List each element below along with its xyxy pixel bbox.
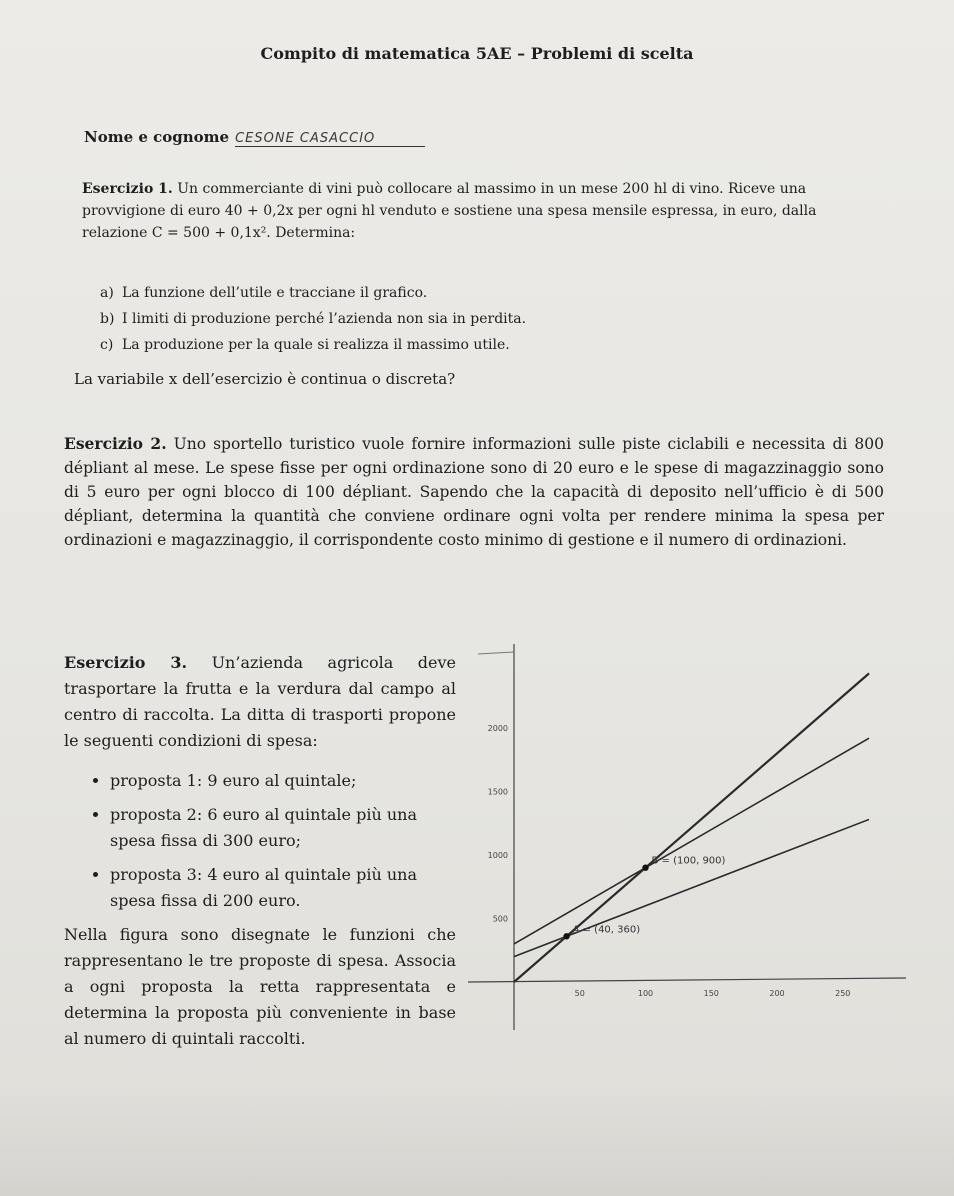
exercise-3-proposals (64, 768, 456, 914)
y-tick-label: 500 (492, 914, 508, 924)
point-marker (642, 865, 648, 871)
list-item: b) I limiti di produzione perché l’azienda non sia in perdita. (100, 311, 527, 327)
x-tick-label: 250 (835, 989, 851, 998)
exercise-1-text (82, 178, 872, 244)
exercise-2-text (64, 432, 884, 552)
name-field-row (84, 128, 425, 147)
exercise-1-body: Un commerciante di vini può collocare al massimo in un mese 200 hl di vino. Riceve una provvigione di euro 40 + 0,2x per ogni hl venduto e sostiene una spesa mensile espressa, in euro, dalla relazione C = 500 + 0,1x². Determina: (82, 181, 817, 241)
x-axis (468, 978, 906, 982)
y-tick-label: 1500 (487, 787, 508, 797)
exercise-1-label: Esercizio 1. (82, 181, 173, 197)
exercise-3-text (64, 650, 456, 1052)
list-item: • proposta 3: 4 euro al quintale più una spesa fissa di 200 euro. (110, 862, 456, 914)
exercise-2-label: Esercizio 2. (64, 434, 167, 453)
list-item: • proposta 2: 6 euro al quintale più una spesa fissa di 300 euro; (110, 802, 456, 854)
point-label: B = (100, 900) (651, 855, 726, 867)
point-marker (563, 933, 569, 939)
x-tick-label: 150 (703, 989, 719, 998)
exercise-3-closing: Nella figura sono disegnate le funzioni che rappresentano le tre proposte di spesa. Associa a ogni proposta la retta rappresentata e determina la proposta più conveniente in base al numero di quintali raccolti. (64, 925, 456, 1048)
y-tick-label: 2000 (487, 724, 508, 733)
name-handwriting: CESONE CASACCIO (235, 131, 425, 147)
page-title: Compito di matematica 5AE – Problemi di scelta (260, 44, 694, 63)
exercise-1-items (100, 280, 526, 358)
list-item: • proposta 1: 9 euro al quintale; (110, 768, 456, 794)
list-item: a) La funzione dell’utile e tracciane il grafico. (100, 285, 428, 301)
proposals-graph (458, 630, 908, 1040)
x-tick-label: 100 (637, 989, 654, 998)
exercise-3-intro: Un’azienda agricola deve trasportare la frutta e la verdura dal campo al centro di raccolta. La ditta di trasporti propone le seguenti condizioni di spesa: (64, 653, 456, 750)
point-label: A = (40, 360) (572, 924, 641, 936)
exercise-3-label: Esercizio 3. (64, 653, 188, 672)
y-axis-top-mark (478, 652, 514, 654)
exercise-2-body: Uno sportello turistico vuole fornire informazioni sulle piste ciclabili e necessita di 800 dépliant al mese. Le spese fisse per ogni ordinazione sono di 20 euro e le spese di magazzinaggio sono di 5 euro per ogni blocco di 100 dépliant. Sapendo che la capacità di deposito nell’ufficio è di 500 dépliant, determina la quantità che conviene ordinare ogni volta per rendere minima la spesa per ordinazioni e magazzinaggio, il corrispondente costo minimo di gestione e il numero di ordinazioni. (64, 435, 884, 549)
x-tick-label: 50 (574, 989, 585, 998)
exercise-1-question: La variabile x dell’esercizio è continua o discreta? (74, 370, 456, 388)
name-label: Nome e cognome (84, 128, 230, 146)
list-item: c) La produzione per la quale si realizza il massimo utile. (100, 337, 510, 353)
series-line-2 (514, 738, 869, 944)
x-tick-label: 200 (769, 989, 785, 998)
y-tick-label: 1000 (487, 851, 508, 860)
